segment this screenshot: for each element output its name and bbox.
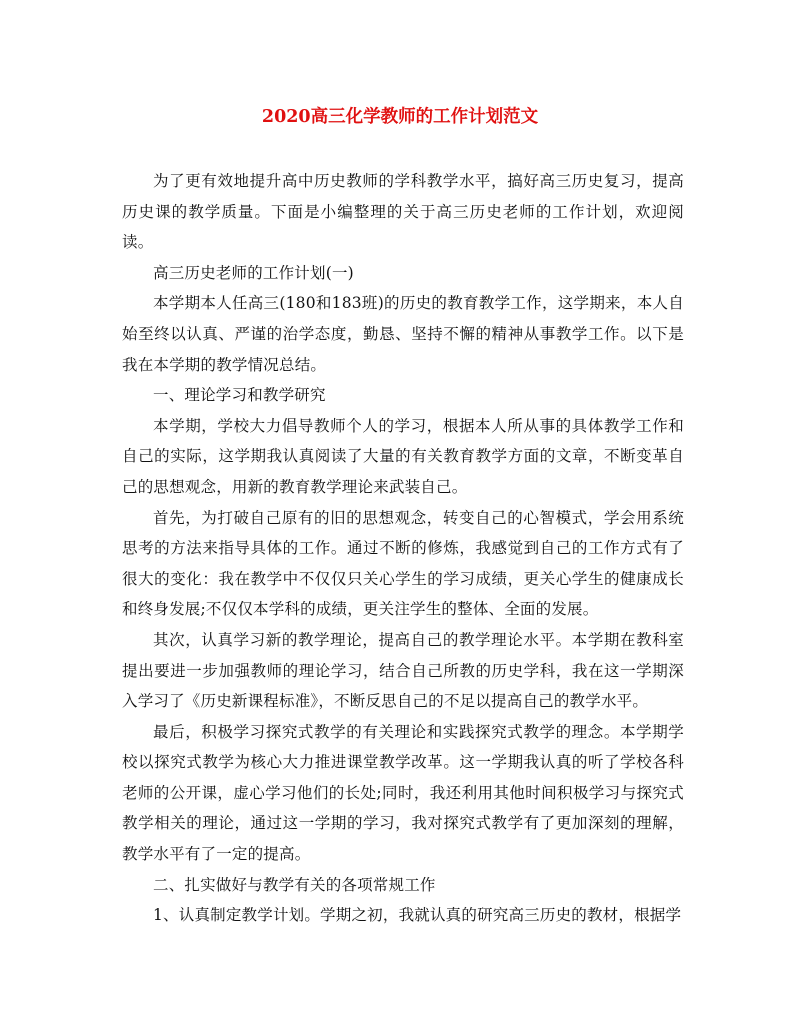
paragraph-first: 首先，为打破自己原有的旧的思想观念，转变自己的心智模式，学会用系统思考的方法来指导具体的工作。通过不断的修炼，我感觉到自己的工作方式有了很大的变化：我在教学中不仅仅只关心学生的学习成绩，更关心学生的健康成长和终身发展;不仅仅本学科的成绩，更关注学生的整体、全面的发展。: [122, 508, 684, 619]
document-title: 2020高三化学教师的工作计划范文: [261, 107, 539, 127]
paragraph-teaching-plan: 1、认真制定教学计划。学期之初，我就认真的研究高三历史的教材，根据学: [153, 906, 682, 925]
paragraph-last: 最后，积极学习探究式教学的有关理论和实践探究式教学的理念。本学期学校以探究式教学为核心大力推进课堂教学改革。这一学期我认真的听了学校各科老师的公开课，虚心学习他们的长处;同时，我还利用其他时间积极学习与探究式教学相关的理论，通过这一学期的学习，我对探究式教学有了更加深刻的理解，教学水平有了一定的提高。: [122, 722, 684, 864]
paragraph-second: 其次，认真学习新的教学理论，提高自己的教学理论水平。本学期在教科室提出要进一步加强教师的理论学习，结合自己所教的历史学科，我在这一学期深入学习了《历史新课程标准》，不断反思自己的不足以提高自己的教学水平。: [122, 630, 684, 711]
section-heading-routine-work: 二、扎实做好与教学有关的各项常规工作: [153, 875, 436, 894]
document-body: [122, 166, 684, 931]
section-heading-plan-one: 高三历史老师的工作计划(一): [153, 263, 354, 282]
section-heading-theory-study: 一、理论学习和教学研究: [153, 386, 326, 405]
paragraph-overview: 本学期本人任高三(180和183班)的历史的教育教学工作，这学期来，本人自始至终以认真、严谨的治学态度，勤恳、坚持不懈的精神从事教学工作。以下是我在本学期的教学情况总结。: [122, 294, 684, 374]
paragraph-intro: 为了更有效地提升高中历史教师的学科教学水平，搞好高三历史复习，提高历史课的教学质量。下面是小编整理的关于高三历史老师的工作计划，欢迎阅读。: [122, 172, 684, 252]
paragraph-theory-study: 本学期，学校大力倡导教师个人的学习，根据本人所从事的具体教学工作和自己的实际，这学期我认真阅读了大量的有关教育教学方面的文章，不断变革自己的思想观念，用新的教育教学理论来武装自己。: [122, 416, 684, 496]
